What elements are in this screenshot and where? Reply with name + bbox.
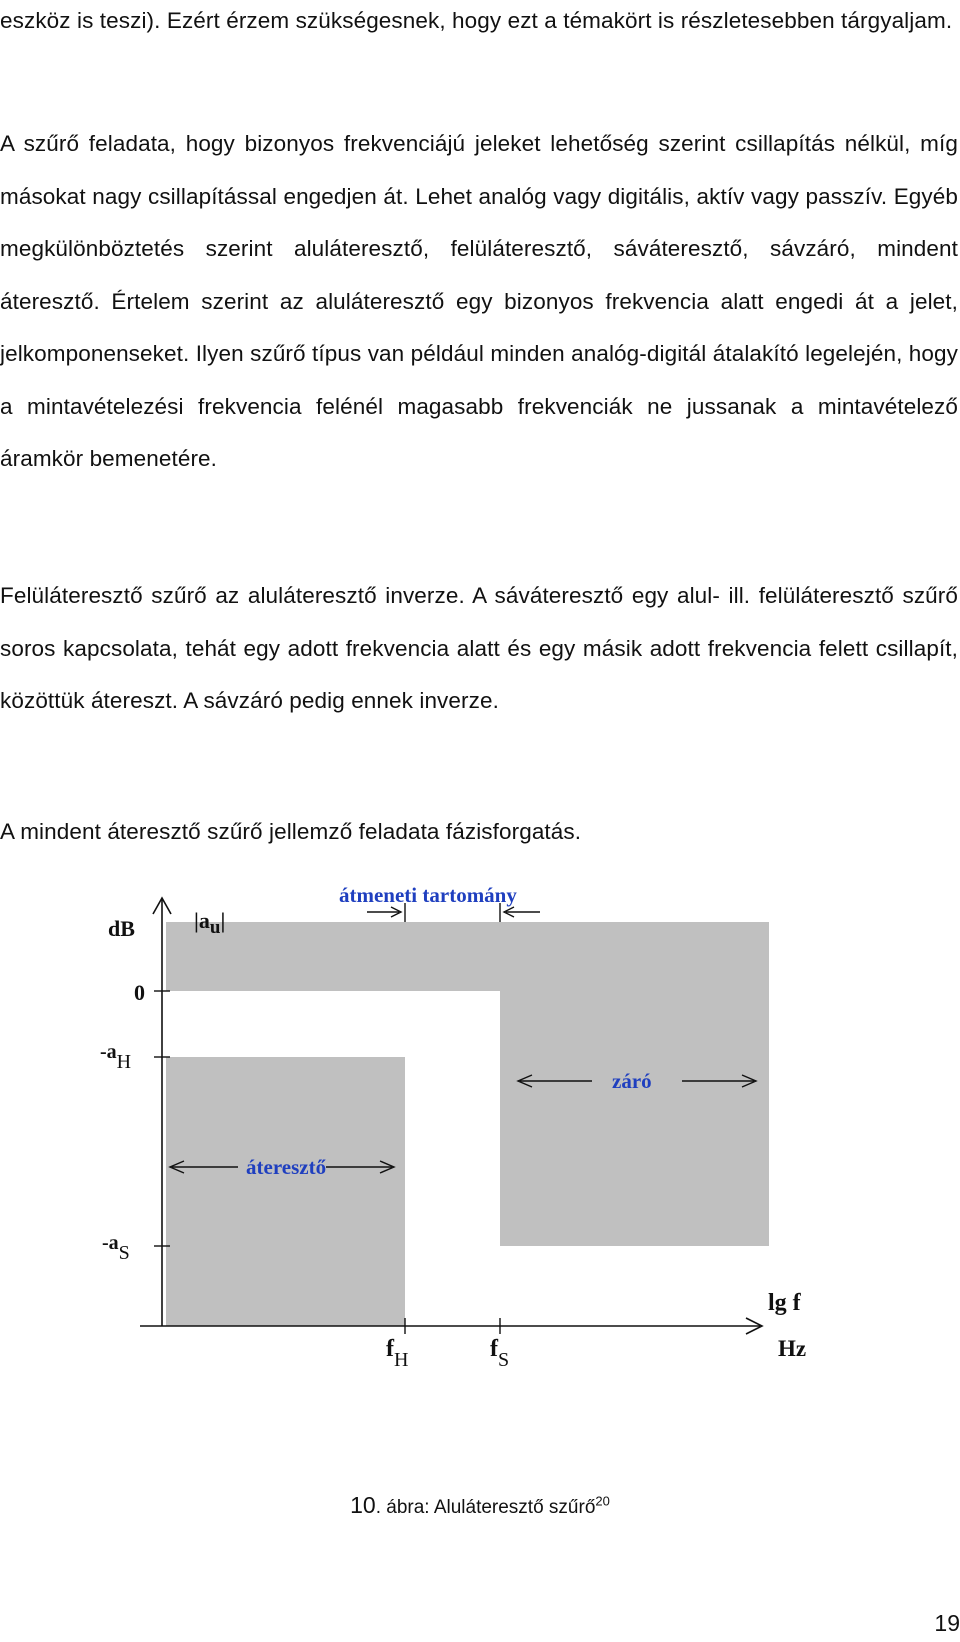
lowpass-filter-diagram	[100, 883, 870, 1438]
paragraph-highpass-bandpass: Felüláteresztő szűrő az aluláteresztő inverze. A sáváteresztő egy alul- ill. felüláteresztő szűrő soros kapcsolata, tehát egy adott frekvencia alatt és egy másik adott frekvencia felett csillapít, közöttük átereszt. A sávzáró pedig ennek inverze.	[0, 583, 958, 713]
paragraph-allpass: A mindent áteresztő szűrő jellemző feladata fázisforgatás.	[0, 819, 582, 844]
tick-as-sub: S	[118, 1242, 130, 1264]
y-quantity-main: |a	[194, 908, 210, 933]
figure-caption	[0, 1492, 960, 1519]
top-limit-region	[166, 922, 769, 991]
passband-region	[166, 1057, 405, 1326]
tick-fs-label	[490, 1336, 509, 1371]
paragraph-filter-definition: A szűrő feladata, hogy bizonyos frekvenciájú jeleket lehetőség szerint csillapítás nélkül, míg másokat nagy csillapítással engedjen át. Lehet analóg vagy digitális, aktív vagy passzív. Egyéb megkülönböztetés szerint aluláteresztő, felüláteresztő, sáváteresztő, sávzáró, mindent áteresztő. Értelem szerint az aluláteresztő egy bizonyos frekvencia alatt engedi át a jelet, jelkomponenseket. Ilyen szűrő típus van például minden analóg-digitál átalakító legelején, hogy a mintavételezési frekvencia felénél magasabb frekvenciák ne jussanak a mintavételező áramkör bemenetére.	[0, 131, 958, 471]
tick-zero-label: 0	[134, 980, 145, 1005]
caption-number: 10	[350, 1492, 376, 1518]
tick-fs-main: f	[490, 1336, 498, 1362]
tick-ah-main: -a	[100, 1041, 117, 1063]
y-unit-label: dB	[108, 916, 135, 941]
caption-footnote-ref: 20	[595, 1493, 610, 1509]
lowpass-filter-figure	[100, 883, 870, 1438]
x-quantity-label: lg f	[768, 1290, 801, 1316]
tick-ah-label	[100, 1041, 131, 1073]
tick-fh-main: f	[386, 1336, 394, 1362]
tick-fs-sub: S	[498, 1349, 510, 1371]
stop-label: záró	[612, 1069, 652, 1093]
y-quantity-end: |	[220, 908, 226, 933]
caption-text: . ábra: Aluláteresztő szűrő	[375, 1497, 596, 1518]
tick-fh-label	[386, 1336, 408, 1371]
transition-label: átmeneti tartomány	[339, 883, 517, 907]
y-quantity-sub: u	[209, 917, 221, 938]
x-unit-label: Hz	[778, 1336, 807, 1361]
tick-fh-sub: H	[394, 1349, 409, 1371]
pass-label: áteresztő	[246, 1155, 327, 1179]
page-number: 19	[934, 1610, 960, 1636]
tick-ah-sub: H	[116, 1051, 132, 1073]
tick-as-main: -a	[102, 1232, 119, 1254]
tick-as-label	[102, 1232, 130, 1264]
paragraph-intro-continued: eszköz is teszi). Ezért érzem szükségesnek, hogy ezt a témakört is részletesebben tárgyaljam.	[0, 8, 953, 33]
stopband-region	[500, 991, 769, 1246]
